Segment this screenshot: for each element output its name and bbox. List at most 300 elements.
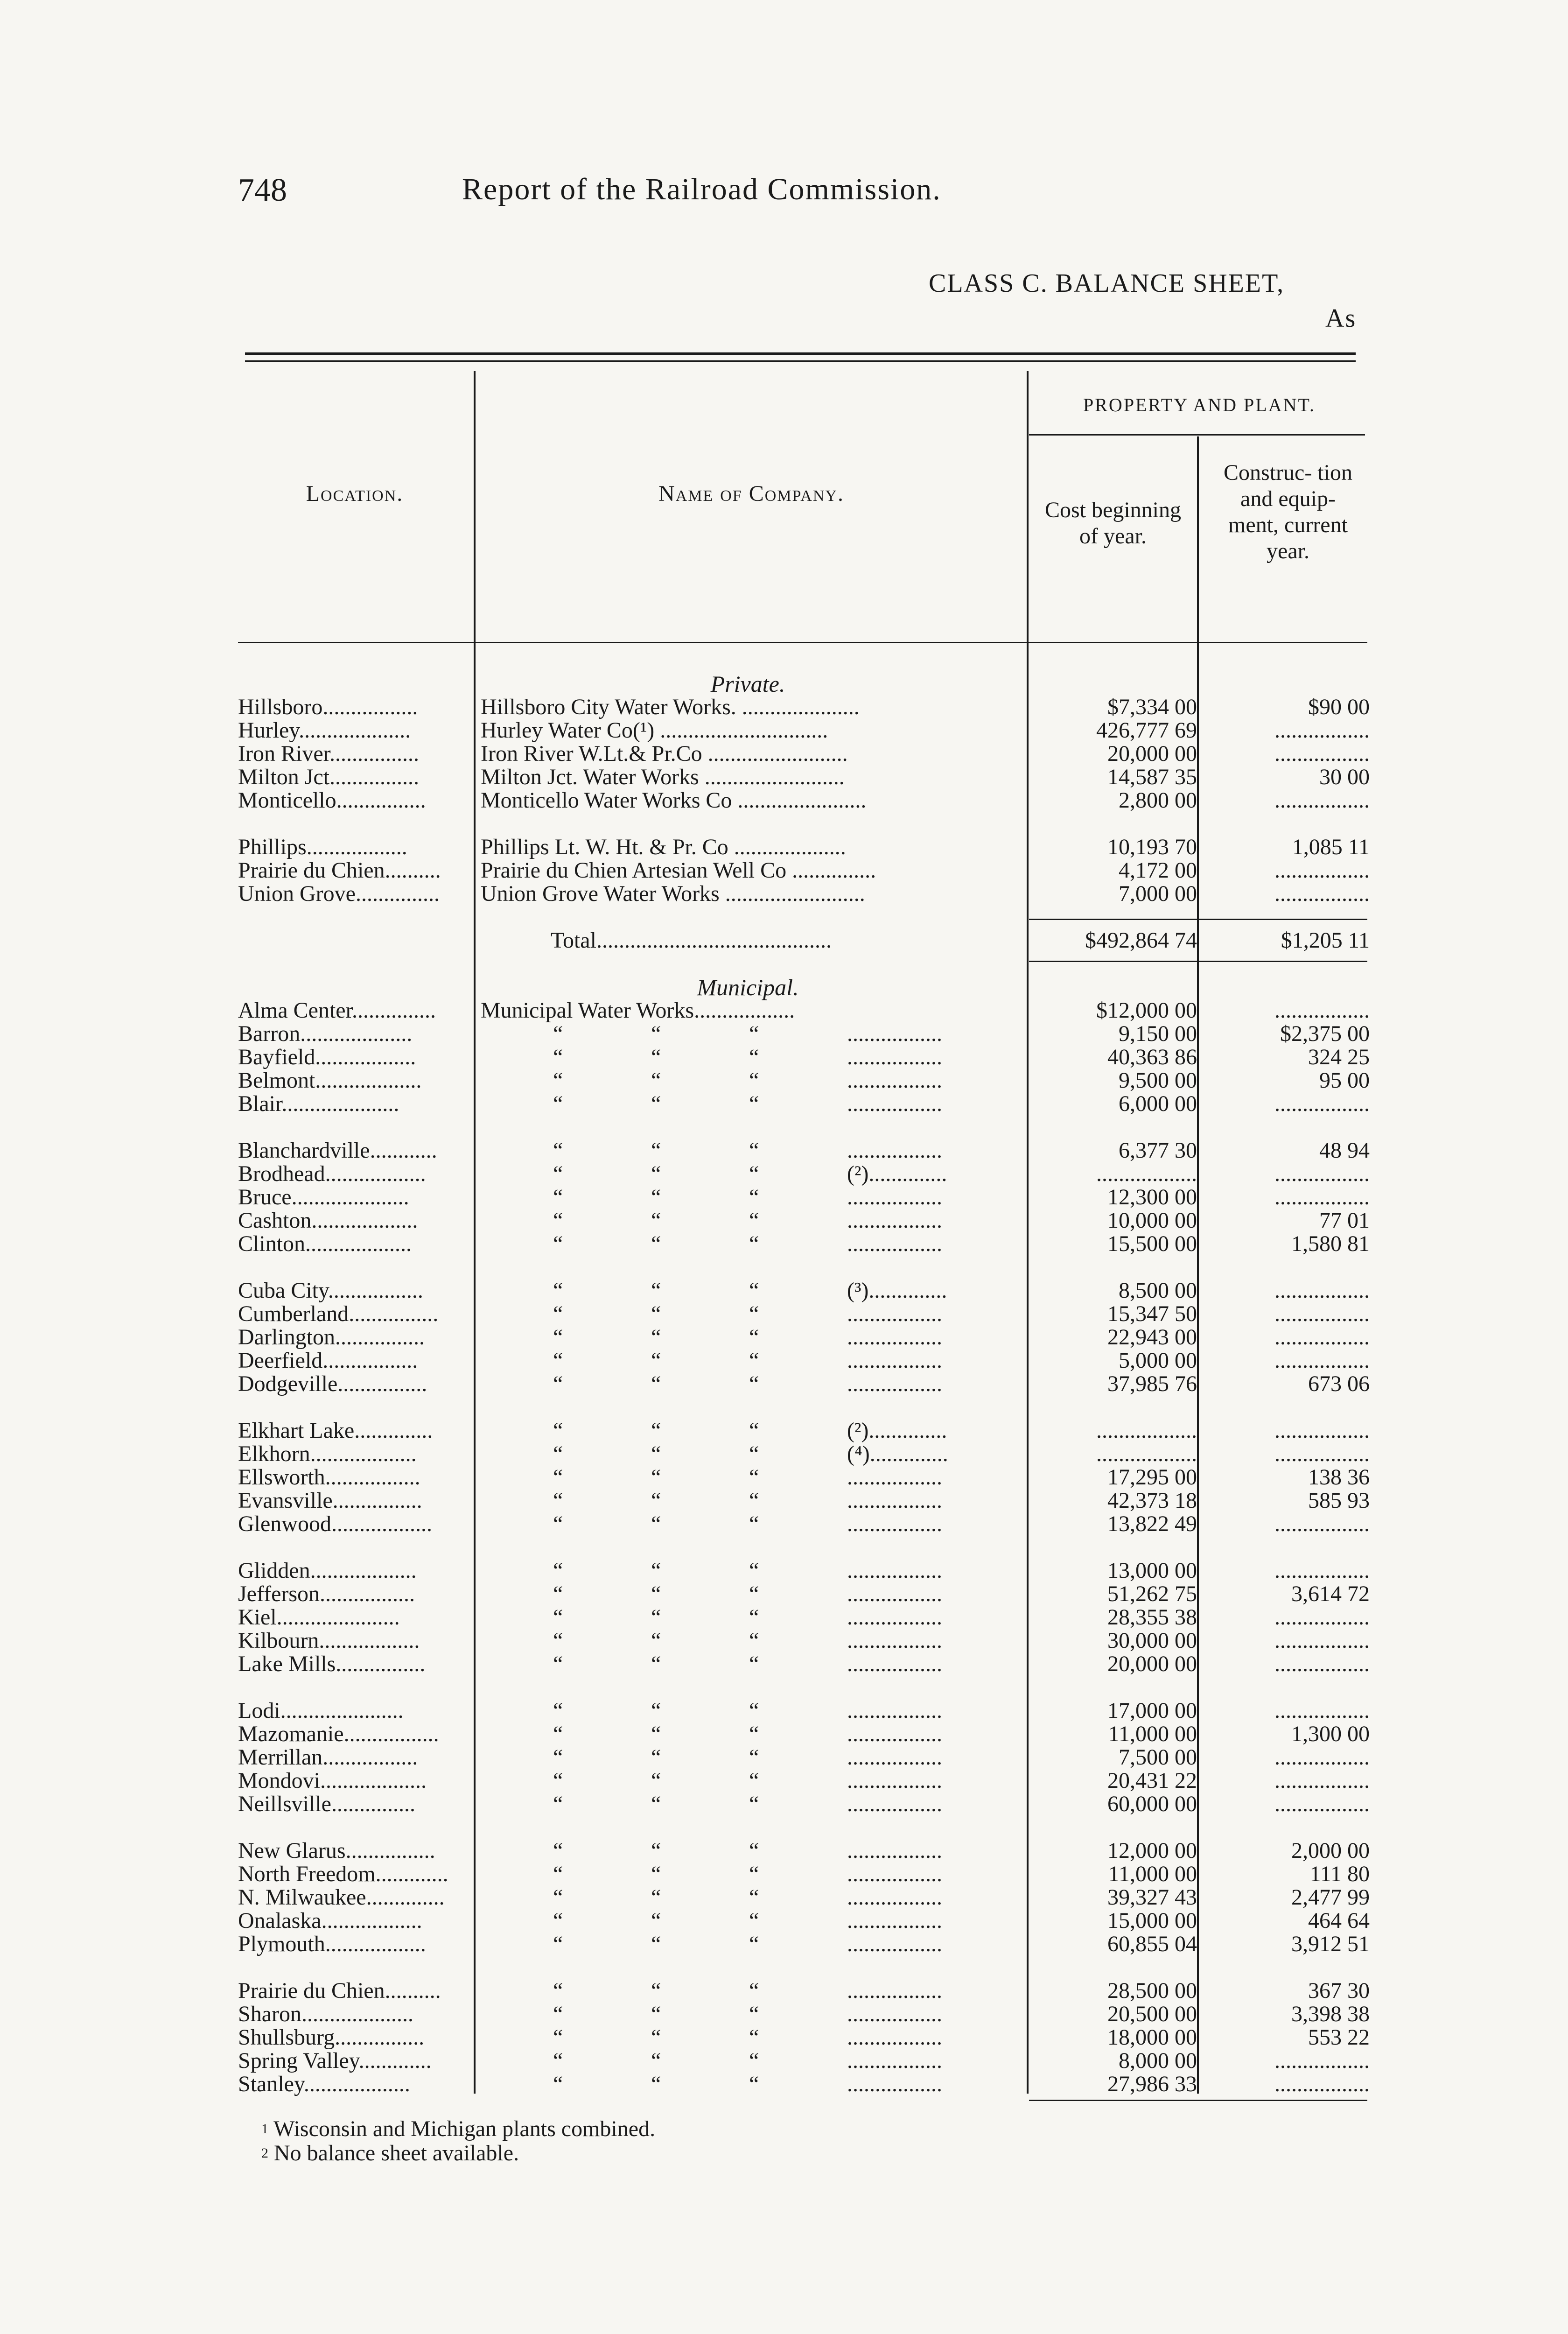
- company-cell: [481, 1186, 1015, 1209]
- location-cell: Bayfield..................: [238, 1046, 416, 1069]
- ditto-mark: “: [553, 1582, 563, 1606]
- table-row: [0, 1442, 1568, 1466]
- cost-cell: 15,347 50: [1107, 1301, 1197, 1326]
- company-cell: [481, 1209, 1015, 1232]
- company-cell: [481, 1232, 1015, 1256]
- table-row: [0, 2073, 1568, 2096]
- construction-cell: 111 80: [1309, 1862, 1370, 1886]
- cost-cell: 17,000 00: [1107, 1698, 1197, 1723]
- cost-cell: 5,000 00: [1119, 1348, 1197, 1373]
- construction-cell: $2,375 00: [1280, 1021, 1370, 1046]
- company-cell: [481, 2003, 1015, 2026]
- ditto-mark: “: [749, 1839, 759, 1863]
- cost-cell: 2,800 00: [1119, 788, 1197, 813]
- table-row: [0, 1279, 1568, 1302]
- construction-cell: .................: [1274, 1418, 1370, 1443]
- location-cell: Neillsville...............: [238, 1793, 415, 1816]
- table-row: [0, 1326, 1568, 1349]
- ditto-mark: “: [651, 1209, 661, 1232]
- location-cell: N. Milwaukee..............: [238, 1886, 445, 1909]
- ditto-mark: “: [651, 1139, 661, 1162]
- ditto-mark: “: [749, 1349, 759, 1372]
- table-row: [0, 882, 1568, 906]
- ditto-mark: “: [651, 1489, 661, 1512]
- section-title: CLASS C. BALANCE SHEET,: [929, 269, 1285, 298]
- company-cell: Union Grove Water Works .........................: [481, 882, 865, 906]
- ditto-mark: “: [553, 1419, 563, 1442]
- location-cell: Prairie du Chien..........: [238, 859, 441, 882]
- ditto-mark: “: [749, 1933, 759, 1956]
- location-cell: Brodhead..................: [238, 1162, 426, 1186]
- ditto-mark: “: [651, 1909, 661, 1933]
- construction-cell: 2,477 99: [1291, 1885, 1370, 1910]
- cost-cell: 18,000 00: [1107, 2025, 1197, 2050]
- ditto-mark: “: [651, 2026, 661, 2049]
- construction-cell: 673 06: [1308, 1371, 1370, 1396]
- construction-cell: .................: [1274, 1185, 1370, 1209]
- ditto-mark: “: [749, 1372, 759, 1396]
- row-note: .................: [847, 1839, 942, 1863]
- location-cell: Alma Center...............: [238, 999, 436, 1022]
- company-cell: [481, 1092, 1015, 1116]
- ditto-mark: “: [749, 1793, 759, 1816]
- location-cell: Dodgeville................: [238, 1372, 427, 1396]
- company-cell: [481, 1372, 1015, 1396]
- ditto-mark: “: [553, 1326, 563, 1349]
- cost-cell: 30,000 00: [1107, 1628, 1197, 1653]
- company-cell: [481, 1863, 1015, 1886]
- company-cell: [481, 1652, 1015, 1676]
- construction-cell: 1,580 81: [1291, 1231, 1370, 1256]
- construction-cell: 48 94: [1319, 1138, 1370, 1163]
- location-cell: Blanchardville............: [238, 1139, 437, 1162]
- table-row: [0, 766, 1568, 789]
- column-header-construction: Construc- tion and equip- ment, current year.: [1224, 460, 1352, 563]
- ditto-mark: “: [749, 1139, 759, 1162]
- row-note: .................: [847, 1232, 942, 1256]
- ditto-mark: “: [749, 1442, 759, 1466]
- location-cell: Milton Jct................: [238, 766, 420, 789]
- ditto-mark: “: [651, 1022, 661, 1046]
- ditto-mark: “: [553, 1769, 563, 1793]
- total-rule: [1029, 919, 1367, 920]
- location-cell: Stanley...................: [238, 2073, 410, 2096]
- location-cell: Cashton...................: [238, 1209, 418, 1232]
- company-cell: [481, 1629, 1015, 1652]
- total-cost: $492,864 74: [1085, 928, 1197, 953]
- construction-cell: 30 00: [1319, 765, 1370, 789]
- row-note: .................: [847, 1769, 942, 1793]
- cost-cell: 8,500 00: [1119, 1278, 1197, 1303]
- table-row: [0, 2003, 1568, 2026]
- ditto-mark: “: [553, 1699, 563, 1722]
- company-cell: [481, 1279, 1015, 1302]
- construction-cell: .................: [1274, 2072, 1370, 2096]
- table-top-rule: [245, 352, 1356, 355]
- cost-cell: 9,500 00: [1119, 1068, 1197, 1093]
- row-note: .................: [847, 1186, 942, 1209]
- table-row: [0, 1092, 1568, 1116]
- table-row: [0, 1466, 1568, 1489]
- row-note: .................: [847, 1326, 942, 1349]
- construction-cell: 3,912 51: [1291, 1932, 1370, 1956]
- ditto-mark: “: [749, 1489, 759, 1512]
- row-note: .................: [847, 1629, 942, 1652]
- running-head: Report of the Railroad Commission.: [462, 172, 941, 206]
- construction-cell: $90 00: [1308, 695, 1370, 719]
- location-cell: Clinton...................: [238, 1232, 412, 1256]
- cost-cell: 20,000 00: [1107, 741, 1197, 766]
- location-cell: Jefferson.................: [238, 1582, 415, 1606]
- ditto-mark: “: [749, 1559, 759, 1582]
- table-row: [0, 1069, 1568, 1092]
- cost-cell: 426,777 69: [1096, 718, 1197, 743]
- construction-cell: 95 00: [1319, 1068, 1370, 1093]
- table-row: [0, 1769, 1568, 1793]
- table-row: [0, 836, 1568, 859]
- construction-cell: 2,000 00: [1291, 1838, 1370, 1863]
- ditto-mark: “: [749, 1046, 759, 1069]
- row-note: .................: [847, 1793, 942, 1816]
- ditto-mark: “: [553, 1022, 563, 1046]
- ditto-mark: “: [553, 1372, 563, 1396]
- location-cell: Bruce.....................: [238, 1186, 409, 1209]
- row-note: .................: [847, 1139, 942, 1162]
- location-cell: Glidden...................: [238, 1559, 417, 1582]
- table-row: [0, 1022, 1568, 1046]
- ditto-mark: “: [749, 1022, 759, 1046]
- row-note: .................: [847, 1046, 942, 1069]
- row-note: .................: [847, 1092, 942, 1116]
- ditto-mark: “: [749, 2073, 759, 2096]
- location-cell: Merrillan.................: [238, 1746, 418, 1769]
- row-note: (⁴)..............: [847, 1442, 948, 1466]
- row-note: .................: [847, 1559, 942, 1582]
- construction-cell: .................: [1274, 1792, 1370, 1816]
- cost-cell: 4,172 00: [1119, 858, 1197, 883]
- table-row: [0, 1909, 1568, 1933]
- location-cell: Ellsworth.................: [238, 1466, 420, 1489]
- location-cell: Prairie du Chien..........: [238, 1979, 441, 2003]
- company-cell: [481, 1442, 1015, 1466]
- location-cell: Evansville................: [238, 1489, 422, 1512]
- ditto-mark: “: [749, 1279, 759, 1302]
- ditto-mark: “: [651, 1559, 661, 1582]
- ditto-mark: “: [749, 1769, 759, 1793]
- ditto-mark: “: [749, 1979, 759, 2003]
- company-cell: [481, 1933, 1015, 1956]
- table-row: [0, 1046, 1568, 1069]
- ditto-mark: “: [651, 2073, 661, 2096]
- cost-cell: 60,855 04: [1107, 1932, 1197, 1956]
- footnote-text: No balance sheet available.: [274, 2141, 519, 2165]
- ditto-mark: “: [553, 1046, 563, 1069]
- table-row: [0, 1372, 1568, 1396]
- page-number: 748: [238, 172, 287, 208]
- ditto-mark: “: [651, 1442, 661, 1466]
- table-row: [0, 789, 1568, 812]
- company-cell: [481, 1886, 1015, 1909]
- table-row: [0, 696, 1568, 719]
- company-cell: [481, 1559, 1015, 1582]
- location-cell: Darlington................: [238, 1326, 425, 1349]
- ditto-mark: “: [749, 1746, 759, 1769]
- cost-cell: 7,500 00: [1119, 1745, 1197, 1770]
- row-note: .................: [847, 1512, 942, 1536]
- cost-cell: 28,355 38: [1107, 1605, 1197, 1630]
- company-cell: Hillsboro City Water Works. .....................: [481, 696, 860, 719]
- ditto-mark: “: [749, 1582, 759, 1606]
- ditto-mark: “: [553, 1069, 563, 1092]
- ditto-mark: “: [749, 1629, 759, 1652]
- ditto-mark: “: [651, 1512, 661, 1536]
- ditto-mark: “: [749, 1186, 759, 1209]
- table-bottom-rule: [1029, 2100, 1367, 2101]
- cost-cell: 10,000 00: [1107, 1208, 1197, 1233]
- row-note: .................: [847, 1466, 942, 1489]
- row-note: .................: [847, 1746, 942, 1769]
- ditto-mark: “: [749, 2026, 759, 2049]
- table-row: [0, 1186, 1568, 1209]
- row-note: .................: [847, 1302, 942, 1326]
- ditto-mark: “: [553, 1442, 563, 1466]
- location-cell: Glenwood..................: [238, 1512, 432, 1536]
- table-row: [0, 1606, 1568, 1629]
- cost-cell: 9,150 00: [1119, 1021, 1197, 1046]
- location-cell: Blair.....................: [238, 1092, 399, 1116]
- table-row: [0, 719, 1568, 742]
- ditto-mark: “: [651, 1186, 661, 1209]
- location-cell: Shullsburg................: [238, 2026, 425, 2049]
- ditto-mark: “: [553, 1722, 563, 1746]
- location-cell: Sharon....................: [238, 2003, 413, 2026]
- cost-cell: 8,000 00: [1119, 2048, 1197, 2073]
- ditto-mark: “: [553, 2049, 563, 2073]
- row-note: (²)..............: [847, 1419, 947, 1442]
- cost-cell: $7,334 00: [1107, 695, 1197, 719]
- company-cell: [481, 1606, 1015, 1629]
- location-cell: Hillsboro.................: [238, 696, 418, 719]
- ditto-mark: “: [651, 1279, 661, 1302]
- construction-cell: 585 93: [1308, 1488, 1370, 1513]
- ditto-mark: “: [651, 1162, 661, 1186]
- table-row: [0, 1722, 1568, 1746]
- location-cell: Spring Valley.............: [238, 2049, 432, 2073]
- ditto-mark: “: [651, 1722, 661, 1746]
- location-cell: Mondovi...................: [238, 1769, 427, 1793]
- cost-cell: 6,000 00: [1119, 1091, 1197, 1116]
- ditto-mark: “: [749, 1092, 759, 1116]
- construction-cell: .................: [1274, 1441, 1370, 1466]
- row-note: .................: [847, 1582, 942, 1606]
- cost-cell: 39,327 43: [1107, 1885, 1197, 1910]
- company-cell: [481, 1722, 1015, 1746]
- cost-cell: ..................: [1096, 1418, 1197, 1443]
- construction-cell: .................: [1274, 998, 1370, 1023]
- row-note: .................: [847, 1489, 942, 1512]
- ditto-mark: “: [749, 1069, 759, 1092]
- table-row: [0, 1559, 1568, 1582]
- cost-cell: 7,000 00: [1119, 881, 1197, 906]
- location-cell: Plymouth..................: [238, 1933, 426, 1956]
- construction-cell: .................: [1274, 1161, 1370, 1186]
- ditto-mark: “: [651, 2049, 661, 2073]
- cost-cell: 51,262 75: [1107, 1582, 1197, 1606]
- ditto-mark: “: [749, 1232, 759, 1256]
- cost-cell: 28,500 00: [1107, 1978, 1197, 2003]
- location-cell: New Glarus................: [238, 1839, 435, 1863]
- company-cell: [481, 2026, 1015, 2049]
- construction-cell: .................: [1274, 1768, 1370, 1793]
- row-note: .................: [847, 1909, 942, 1933]
- company-cell: [481, 1022, 1015, 1046]
- ditto-mark: “: [553, 1302, 563, 1326]
- ditto-mark: “: [749, 2003, 759, 2026]
- row-note: .................: [847, 2026, 942, 2049]
- ditto-mark: “: [553, 1186, 563, 1209]
- company-cell: [481, 1746, 1015, 1769]
- construction-cell: .................: [1274, 881, 1370, 906]
- row-note: .................: [847, 1863, 942, 1886]
- ditto-mark: “: [553, 1606, 563, 1629]
- cost-cell: 12,000 00: [1107, 1838, 1197, 1863]
- table-row: [0, 1209, 1568, 1232]
- ditto-mark: “: [553, 1652, 563, 1676]
- table-row: [0, 1699, 1568, 1722]
- ditto-mark: “: [553, 2026, 563, 2049]
- company-cell: Milton Jct. Water Works .........................: [481, 766, 845, 789]
- group-header-rule: [1029, 434, 1365, 436]
- column-header-property-plant: PROPERTY AND PLANT.: [1083, 394, 1316, 415]
- ditto-mark: “: [651, 1933, 661, 1956]
- cost-cell: 11,000 00: [1108, 1862, 1197, 1886]
- ditto-mark: “: [553, 1629, 563, 1652]
- ditto-mark: “: [553, 1863, 563, 1886]
- construction-cell: 367 30: [1308, 1978, 1370, 2003]
- ditto-mark: “: [651, 1466, 661, 1489]
- cost-cell: ..................: [1096, 1161, 1197, 1186]
- footnote-2: [261, 2141, 519, 2165]
- cost-cell: 11,000 00: [1108, 1722, 1197, 1746]
- construction-cell: 3,614 72: [1291, 1582, 1370, 1606]
- location-cell: Belmont...................: [238, 1069, 422, 1092]
- total-construction: $1,205 11: [1281, 928, 1370, 953]
- location-cell: Deerfield.................: [238, 1349, 418, 1372]
- row-note: .................: [847, 2073, 942, 2096]
- cost-cell: $12,000 00: [1096, 998, 1197, 1023]
- ditto-mark: “: [651, 1629, 661, 1652]
- ditto-mark: “: [651, 1069, 661, 1092]
- table-row: [0, 2026, 1568, 2049]
- construction-cell: .................: [1274, 858, 1370, 883]
- cost-cell: 42,373 18: [1107, 1488, 1197, 1513]
- section-label-municipal: Municipal.: [697, 974, 799, 1000]
- construction-cell: .................: [1274, 1091, 1370, 1116]
- location-cell: Kilbourn..................: [238, 1629, 420, 1652]
- company-cell: [481, 1512, 1015, 1536]
- company-cell: [481, 2049, 1015, 2073]
- table-row: [0, 1419, 1568, 1442]
- company-cell: [481, 1839, 1015, 1863]
- row-note: .................: [847, 1069, 942, 1092]
- company-cell: [481, 1139, 1015, 1162]
- ditto-mark: “: [651, 1769, 661, 1793]
- ditto-mark: “: [749, 1606, 759, 1629]
- row-note: .................: [847, 1933, 942, 1956]
- cost-cell: 27,986 33: [1107, 2072, 1197, 2096]
- company-cell: [481, 1489, 1015, 1512]
- table-row: [0, 859, 1568, 882]
- ditto-mark: “: [553, 1209, 563, 1232]
- ditto-mark: “: [553, 1512, 563, 1536]
- ditto-mark: “: [553, 1746, 563, 1769]
- ditto-mark: “: [553, 1466, 563, 1489]
- table-row: [0, 1302, 1568, 1326]
- construction-cell: 77 01: [1319, 1208, 1370, 1233]
- ditto-mark: “: [749, 1326, 759, 1349]
- company-cell: [481, 2073, 1015, 2096]
- footnote-mark: 2: [261, 2145, 268, 2161]
- company-cell: [481, 1349, 1015, 1372]
- ditto-mark: “: [553, 1933, 563, 1956]
- ditto-mark: “: [553, 1559, 563, 1582]
- construction-cell: 1,085 11: [1292, 835, 1370, 859]
- cost-cell: 60,000 00: [1107, 1792, 1197, 1816]
- ditto-mark: “: [553, 2073, 563, 2096]
- ditto-mark: “: [651, 1419, 661, 1442]
- row-note: .................: [847, 1349, 942, 1372]
- ditto-mark: “: [651, 1326, 661, 1349]
- table-row: [0, 1933, 1568, 1956]
- construction-cell: .................: [1274, 1558, 1370, 1583]
- location-cell: Elkhorn...................: [238, 1442, 417, 1466]
- construction-cell: .................: [1274, 1652, 1370, 1676]
- ditto-mark: “: [553, 1092, 563, 1116]
- ditto-mark: “: [651, 1886, 661, 1909]
- construction-cell: 464 64: [1308, 1908, 1370, 1933]
- ditto-mark: “: [553, 1886, 563, 1909]
- section-label-private: Private.: [710, 671, 785, 697]
- row-note: .................: [847, 1606, 942, 1629]
- location-cell: Lodi......................: [238, 1699, 404, 1722]
- company-cell: [481, 1162, 1015, 1186]
- total-rule-bottom: [1029, 961, 1367, 962]
- cost-cell: 10,193 70: [1107, 835, 1197, 859]
- cost-cell: 15,500 00: [1107, 1231, 1197, 1256]
- company-cell: [481, 1793, 1015, 1816]
- cost-cell: 17,295 00: [1107, 1465, 1197, 1490]
- ditto-mark: “: [553, 1839, 563, 1863]
- table-row: [0, 1979, 1568, 2003]
- ditto-mark: “: [749, 1209, 759, 1232]
- ditto-mark: “: [553, 1793, 563, 1816]
- ditto-mark: “: [651, 1606, 661, 1629]
- row-note: .................: [847, 1979, 942, 2003]
- construction-cell: .................: [1274, 1628, 1370, 1653]
- table-row: [0, 1863, 1568, 1886]
- company-cell: Hurley Water Co(¹) ..............................: [481, 719, 828, 742]
- ditto-mark: “: [749, 1162, 759, 1186]
- company-cell: Prairie du Chien Artesian Well Co ...............: [481, 859, 876, 882]
- construction-cell: .................: [1274, 1605, 1370, 1630]
- table-row: [0, 2049, 1568, 2073]
- construction-cell: .................: [1274, 1325, 1370, 1350]
- ditto-mark: “: [651, 1302, 661, 1326]
- cost-cell: 13,000 00: [1107, 1558, 1197, 1583]
- cost-cell: 22,943 00: [1107, 1325, 1197, 1350]
- company-cell: [481, 1909, 1015, 1933]
- table-row: [0, 1349, 1568, 1372]
